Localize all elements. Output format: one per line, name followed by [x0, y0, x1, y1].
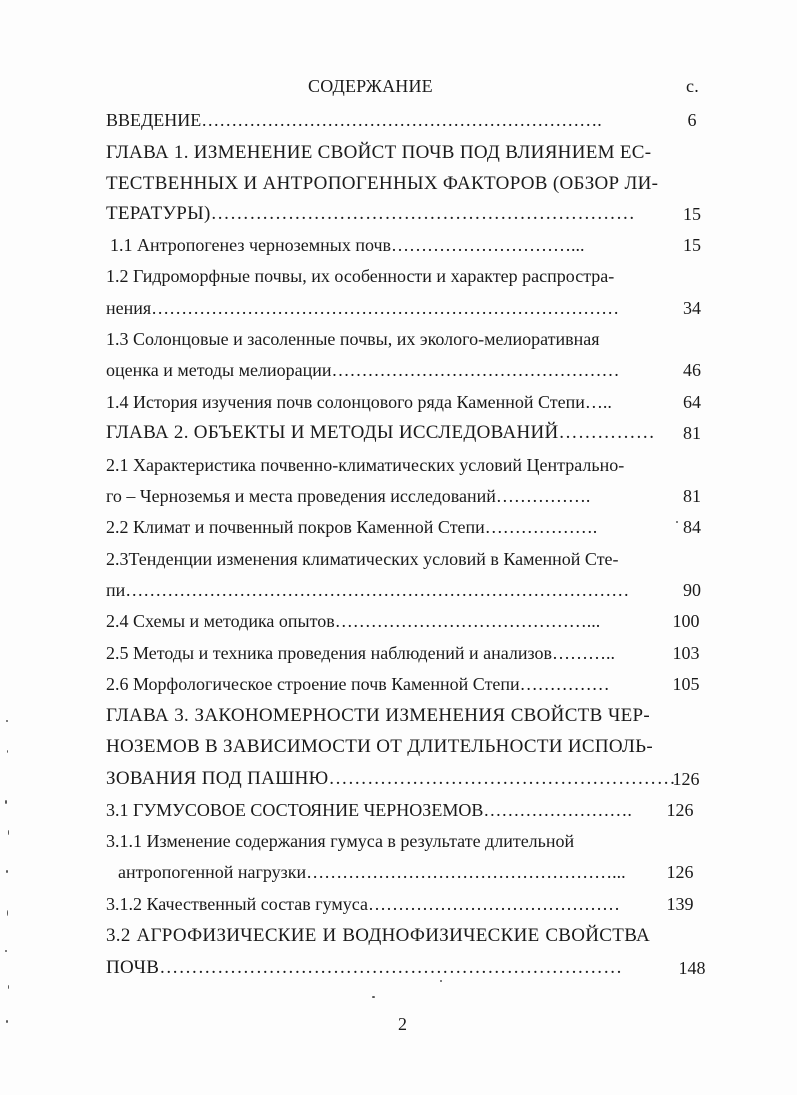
toc-entry-page: 90 — [683, 580, 701, 600]
scan-noise — [440, 980, 442, 982]
toc-entry-page: 46 — [683, 360, 701, 380]
scan-noise — [676, 521, 678, 523]
toc-entry-page: 126 — [666, 800, 694, 820]
toc-entry-text: 2.1 Характеристика почвенно-климатических условий Центрально- — [106, 455, 625, 475]
toc-entry-text: 1.3 Солонцовые и засоленные почвы, их эколого-мелиоративная — [106, 329, 600, 349]
toc-entry-text: нения…………………………………………………………………… — [106, 298, 620, 318]
toc-entry-page: 139 — [666, 894, 694, 914]
toc-entry-text: ТЕРАТУРЫ)………………………………………………………… — [106, 203, 636, 224]
toc-entry-text: 3.1 ГУМУСОВОЕ СОСТОЯНИЕ ЧЕРНОЗЕМОВ……………………. — [106, 800, 632, 820]
toc-entry-page: 64 — [683, 392, 701, 412]
toc-entry-text: пи………………………………………………………………………… — [106, 580, 630, 600]
toc-entry-page: 6 — [687, 110, 697, 130]
toc-entry-text: ГЛАВА 2. ОБЪЕКТЫ И МЕТОДЫ ИССЛЕДОВАНИЙ…………… — [106, 422, 656, 443]
toc-entry-page: 84 — [683, 517, 701, 537]
toc-entry-page: 81 — [683, 423, 701, 443]
toc-entry-text: 1.4 История изучения почв солонцового ряда Каменной Степи….. — [106, 392, 612, 412]
toc-entry-text: ВВЕДЕНИЕ…………………………………………………………. — [106, 110, 602, 130]
toc-entry-text: оценка и методы мелиорации………………………………………… — [106, 360, 620, 380]
toc-entry-text: 2.2 Климат и почвенный покров Каменной Степи………………. — [106, 517, 598, 537]
toc-entry-page: 126 — [672, 769, 700, 789]
scan-noise — [2, 720, 14, 1050]
toc-entry-text: 1.2 Гидроморфные почвы, их особенности и характер распростра- — [106, 266, 615, 286]
toc-entry-page: 126 — [666, 862, 694, 882]
toc-entry-text: ГЛАВА 3. ЗАКОНОМЕРНОСТИ ИЗМЕНЕНИЯ СВОЙСТВ ЧЕР- — [106, 705, 650, 726]
page-column-label: с. — [686, 76, 699, 96]
toc-entry-text: НОЗЕМОВ В ЗАВИСИМОСТИ ОТ ДЛИТЕЛЬНОСТИ ИСПОЛЬ- — [106, 736, 653, 757]
toc-entry-page: 148 — [678, 958, 706, 978]
toc-entry-page: 81 — [683, 486, 701, 506]
toc-entry-text: 3.2 АГРОФИЗИЧЕСКИЕ И ВОДНОФИЗИЧЕСКИЕ СВОЙСТВА — [106, 925, 650, 946]
toc-entry-text: ПОЧВ……………………………………………………………… — [106, 957, 623, 978]
toc-entry-page: 103 — [672, 643, 700, 663]
toc-entry-text: го – Черноземья и места проведения исследований……………. — [106, 486, 591, 506]
toc-entry-text: ЗОВАНИЯ ПОД ПАШНЮ……………………………………………… — [106, 768, 676, 789]
toc-entry-text: 1.1 Антропогенез черноземных почв…………………………... — [110, 235, 585, 255]
toc-entry-text: 3.1.1 Изменение содержания гумуса в результате длительной — [106, 831, 575, 851]
toc-entry-text: ТЕСТВЕННЫХ И АНТРОПОГЕННЫХ ФАКТОРОВ (ОБЗОР ЛИ- — [106, 173, 659, 194]
toc-entry-text: 2.3Тенденции изменения климатических условий в Каменной Сте- — [106, 549, 619, 569]
toc-entry-page: 15 — [683, 204, 701, 224]
toc-entry-page: 105 — [672, 674, 700, 694]
toc-entry-text: 2.6 Морфологическое строение почв Каменной Степи…………… — [106, 674, 610, 694]
toc-entry-text: 2.4 Схемы и методика опытов……………………………………... — [106, 611, 601, 631]
toc-entry-page: 100 — [672, 611, 700, 631]
toc-entry-text: антропогенной нагрузки……………………………………………... — [118, 862, 626, 882]
toc-entry-page: 34 — [683, 298, 701, 318]
toc-entry-text: 2.5 Методы и техника проведения наблюдений и анализов……….. — [106, 643, 615, 663]
page-number: 2 — [398, 1014, 407, 1034]
toc-entry-page: 15 — [683, 235, 701, 255]
page-title: СОДЕРЖАНИЕ — [308, 76, 433, 96]
toc-entry-text: 3.1.2 Качественный состав гумуса…………………………………… — [106, 894, 620, 914]
toc-entry-text: ГЛАВА 1. ИЗМЕНЕНИЕ СВОЙСТ ПОЧВ ПОД ВЛИЯНИЕМ ЕС- — [106, 142, 652, 163]
scan-noise — [372, 996, 375, 998]
